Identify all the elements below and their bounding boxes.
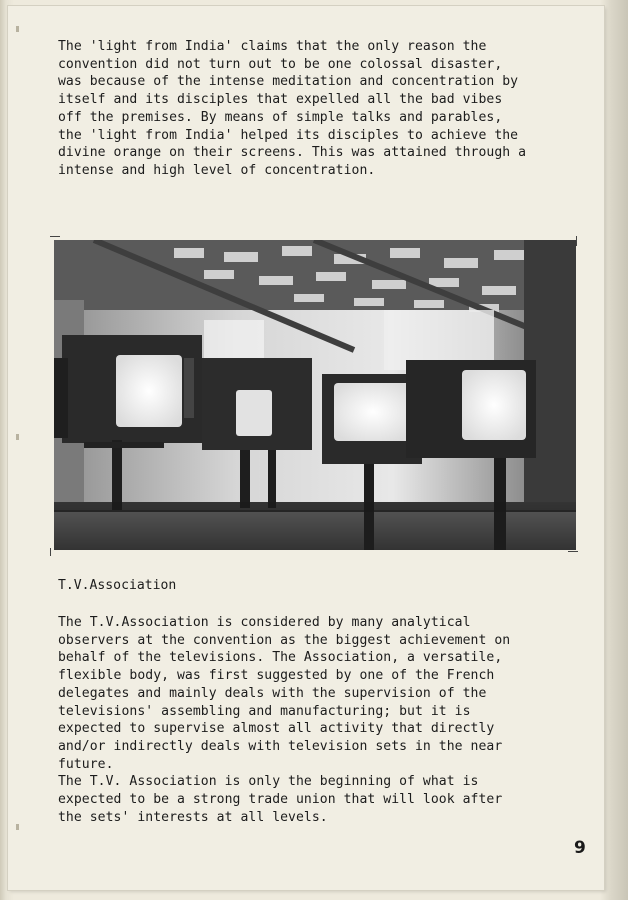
text-line: flexible body, was first suggested by one of the French — [58, 668, 495, 684]
text-line: behalf of the televisions. The Association, a versatile, — [58, 650, 503, 666]
text-line: expected to supervise almost all activity that directly — [58, 721, 495, 737]
crop-mark — [50, 548, 51, 556]
text-line: divine orange on their screens. This was attained through a — [58, 145, 527, 161]
text-line: was because of the intense meditation and concentration by — [58, 74, 519, 90]
margin-mark — [16, 824, 19, 830]
text-line: The T.V. Association is only the beginning of what is — [58, 774, 479, 790]
text-line: future. — [58, 756, 114, 772]
text-line: convention did not turn out to be one colossal disaster, — [58, 56, 503, 72]
text-line: The 'light from India' claims that the only reason the — [58, 39, 487, 54]
text-line: the sets' interests at all levels. — [58, 809, 328, 825]
text-line: the 'light from India' helped its disciples to achieve the — [58, 127, 519, 143]
association-paragraph — [58, 614, 510, 826]
text-line: delegates and mainly deals with the supervision of the — [58, 685, 487, 701]
text-line: observers at the convention as the biggest achievement on — [58, 632, 511, 648]
margin-mark — [16, 26, 19, 32]
crop-mark — [568, 551, 578, 552]
text-line: off the premises. By means of simple talks and parables, — [58, 109, 503, 125]
section-heading: T.V.Association — [58, 578, 177, 593]
text-line: itself and its disciples that expelled all the bad vibes — [58, 92, 503, 108]
text-line: The T.V.Association is considered by many analytical — [58, 615, 471, 630]
margin-mark — [16, 434, 19, 440]
crop-mark — [50, 236, 60, 237]
text-line: expected to be a strong trade union that will look after — [58, 792, 503, 808]
text-line: and/or indirectly deals with television sets in the near — [58, 738, 503, 754]
text-line: televisions' assembling and manufacturing; but it is — [58, 703, 471, 719]
page-number: 9 — [574, 838, 586, 858]
photo-illustration — [54, 240, 576, 550]
intro-paragraph — [58, 38, 526, 180]
tv-sets-photo — [54, 240, 576, 550]
crop-mark — [576, 236, 577, 246]
text-line: intense and high level of concentration. — [58, 162, 376, 178]
